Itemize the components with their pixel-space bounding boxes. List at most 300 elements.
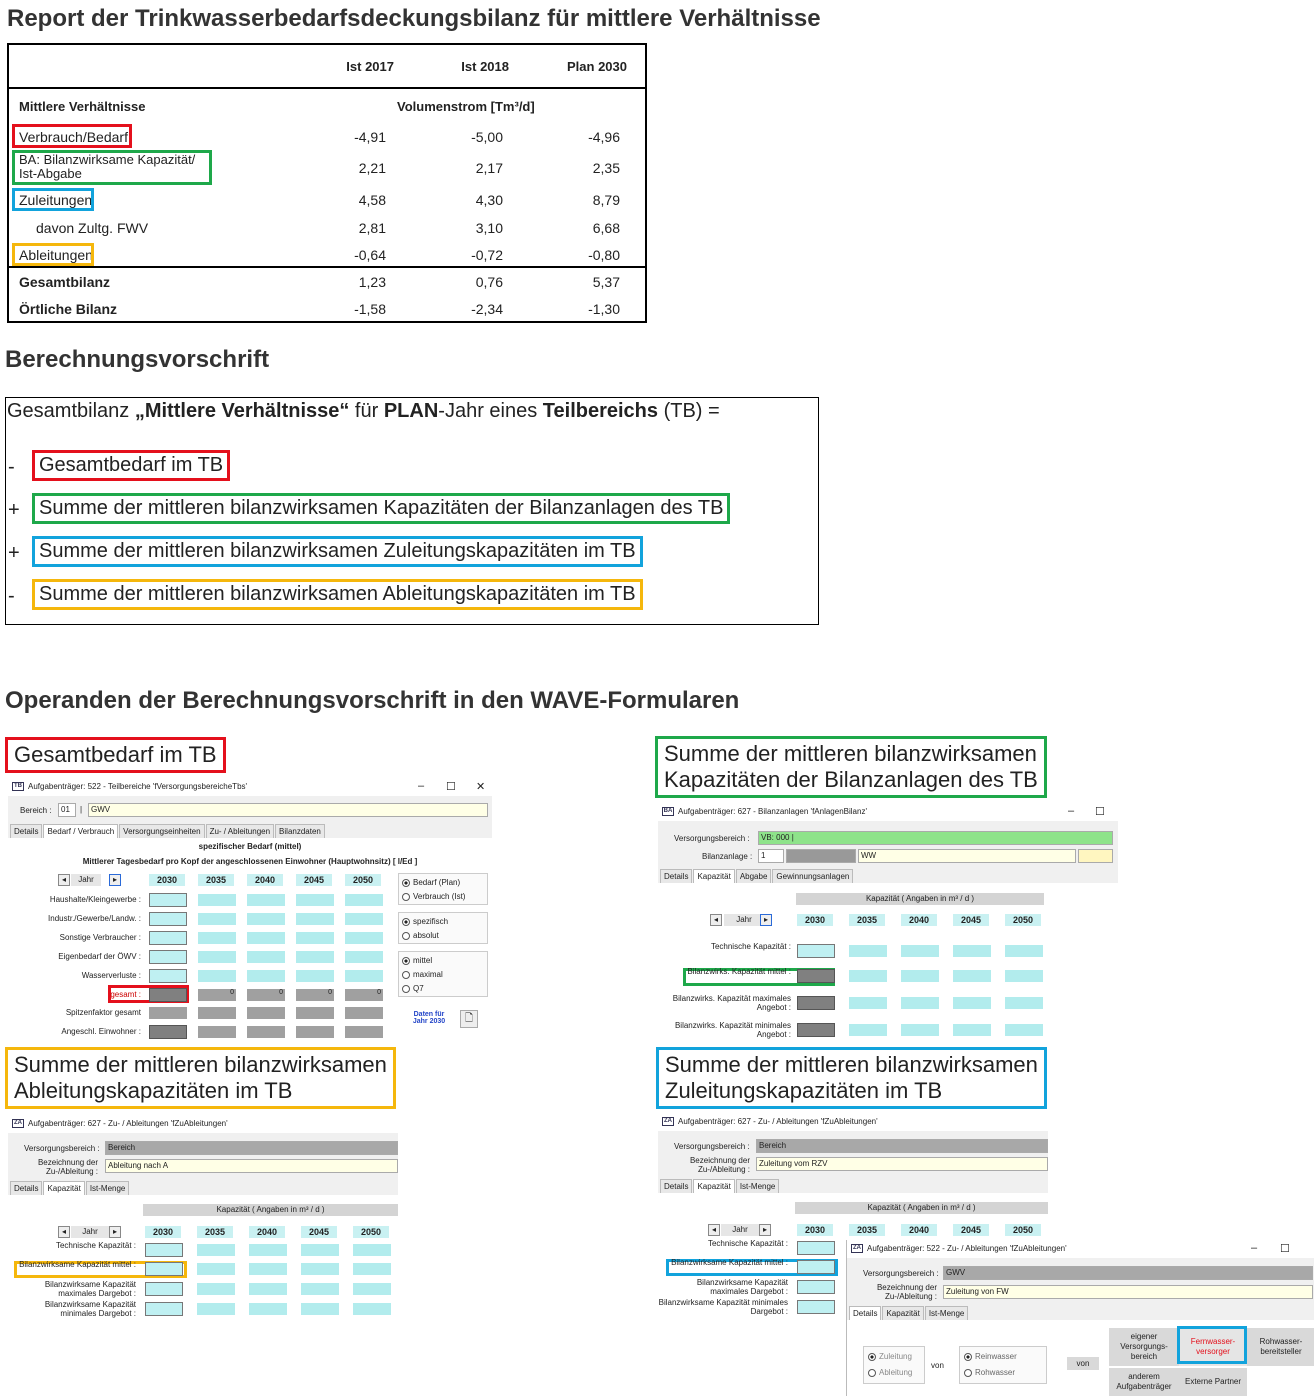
- cell-gesamt: [149, 988, 187, 1002]
- row-label: Wasserverluste :: [81, 971, 141, 980]
- field-label: Bezeichnung der Zu-/Ableitung :: [689, 1156, 750, 1174]
- radio-spezifisch[interactable]: [402, 917, 448, 926]
- report-table: [7, 43, 647, 323]
- input-cell[interactable]: [149, 950, 187, 964]
- row-label: BA: Bilanzwirksame Kapazität/: [19, 152, 196, 167]
- tab-bar: [10, 1181, 130, 1195]
- za-app-icon: ZA: [14, 1120, 22, 1127]
- row-label: Bilanzwirksame Kapazität minimales Dargebot :: [658, 1298, 788, 1316]
- field-label: Bilanzanlage :: [702, 852, 753, 861]
- formula-heading: [7, 400, 720, 423]
- input-cell[interactable]: [345, 951, 383, 963]
- cell: 4,30: [475, 192, 503, 208]
- input-cell[interactable]: [953, 970, 991, 982]
- row-label: Angeschl. Einwohner :: [61, 1027, 141, 1036]
- row-label: davon Zultg. FWV: [36, 220, 149, 236]
- formula-text: -Jahr eines: [438, 400, 543, 422]
- input-cell[interactable]: [797, 1241, 835, 1255]
- row-label: Spitzenfaktor gesamt: [65, 1008, 141, 1017]
- window-title: Aufgabenträger: 627 - Bilanzanlagen 'fAnlagenBilanz': [678, 807, 867, 816]
- cell: -1,58: [354, 301, 386, 317]
- caption-inflow: [656, 1047, 1047, 1109]
- window-title: Aufgabenträger: 627 - Zu- / Ableitungen 'fZuAbleitungen': [678, 1117, 878, 1126]
- row-label: Ist-Abgabe: [19, 166, 82, 181]
- input-cell[interactable]: [901, 1024, 939, 1036]
- tab-abgabe[interactable]: Abgabe: [736, 869, 772, 883]
- cell: -0,64: [354, 247, 386, 263]
- col-header: Ist 2017: [346, 59, 394, 74]
- bilanzanlage-field[interactable]: WW: [858, 849, 1076, 863]
- radio-maximal[interactable]: [402, 970, 443, 979]
- fernwasserversorger-button[interactable]: Fernwasser-versorger: [1179, 1328, 1247, 1366]
- tb-app-icon: TB: [14, 783, 22, 790]
- input-cell[interactable]: [197, 1244, 235, 1256]
- input-cell[interactable]: [353, 1263, 391, 1275]
- radio-label: absolut: [413, 931, 439, 940]
- radio-ableitung[interactable]: [868, 1368, 912, 1377]
- year-label: Jahr: [721, 1224, 759, 1236]
- tab-bar: [10, 824, 326, 838]
- row-label: gesamt :: [110, 990, 141, 999]
- row-label: Haushalte/Kleingewerbe :: [49, 895, 141, 904]
- cell: 0,76: [475, 274, 503, 290]
- bezeichnung-field[interactable]: Zuleitung von FW: [943, 1285, 1313, 1299]
- cell: 2,17: [475, 160, 503, 176]
- tab-gewinnungsanlagen[interactable]: Gewinnungsanlagen: [772, 869, 853, 883]
- minimize-icon[interactable]: –: [418, 780, 425, 792]
- row-label: Sonstige Verbraucher :: [59, 933, 141, 942]
- radio-label: mittel: [413, 956, 433, 965]
- cell-spitzenfaktor: [296, 1007, 334, 1019]
- radio-q7[interactable]: [402, 984, 424, 993]
- minimize-icon[interactable]: –: [1068, 805, 1075, 817]
- caption-line: Summe der mittleren bilanzwirksamen: [665, 1052, 1038, 1077]
- input-cell[interactable]: [296, 970, 334, 982]
- prev-year-button[interactable]: ◂: [58, 1226, 70, 1238]
- year-header[interactable]: 2035: [849, 914, 885, 926]
- cell-spitzenfaktor: [345, 1007, 383, 1019]
- formula-text: „Mittlere Verhältnisse“: [134, 400, 350, 422]
- panel-heading: spezifischer Bedarf (mittel): [198, 842, 302, 851]
- title-bar: [847, 1240, 1314, 1258]
- row-label: Örtliche Bilanz: [19, 301, 118, 317]
- divider: [9, 266, 645, 268]
- cell-gesamt: 0: [198, 989, 236, 1001]
- eigener-versorgungsbereich-button[interactable]: eigener Versorgungs-bereich: [1109, 1328, 1179, 1366]
- cell: 4,58: [358, 192, 386, 208]
- year-header[interactable]: 2050: [1005, 914, 1041, 926]
- input-cell: [797, 996, 835, 1010]
- input-cell[interactable]: [797, 1280, 835, 1294]
- tab-bar: [660, 1179, 780, 1193]
- operator: +: [8, 542, 20, 564]
- input-cell[interactable]: [247, 894, 285, 906]
- prev-year-button[interactable]: ◂: [708, 1224, 720, 1236]
- input-cell[interactable]: [249, 1303, 287, 1315]
- window-teilbereiche: [8, 778, 492, 1040]
- tab-details[interactable]: Details: [10, 1181, 42, 1195]
- next-year-button[interactable]: ▸: [759, 1224, 771, 1236]
- year-header[interactable]: 2035: [198, 874, 234, 886]
- formula-item-capacity: Summe der mittleren bilanzwirksamen Kapazitäten der Bilanzanlagen des TB: [32, 493, 730, 524]
- versorgungsbereich-field[interactable]: Bereich: [105, 1141, 398, 1155]
- tab-zu-ableitungen[interactable]: Zu- / Ableitungen: [206, 824, 274, 838]
- report-title: Report der Trinkwasserbedarfsdeckungsbilanz für mittlere Verhältnisse: [7, 5, 821, 32]
- cell: -4,96: [588, 129, 620, 145]
- cell: 8,79: [592, 192, 620, 208]
- row-label: Bilanzwirksame Kapazität minimales Dargebot :: [44, 1300, 136, 1318]
- cell-gesamt: 0: [345, 989, 383, 1001]
- tab-details[interactable]: Details: [10, 824, 42, 838]
- input-cell[interactable]: [149, 969, 187, 983]
- input-cell[interactable]: [901, 997, 939, 1009]
- radio-label: maximal: [413, 970, 443, 979]
- row-label: Gesamtbilanz: [19, 274, 111, 290]
- operands-title: Operanden der Berechnungsvorschrift in den WAVE-Formularen: [5, 687, 740, 714]
- year-header[interactable]: 2050: [345, 874, 381, 886]
- daten-label: Daten für Jahr 2030: [412, 1011, 446, 1025]
- document-icon[interactable]: 🗋: [460, 1010, 478, 1028]
- input-cell[interactable]: [797, 1260, 835, 1274]
- von-button[interactable]: von: [1067, 1357, 1099, 1370]
- input-cell: [797, 1023, 835, 1037]
- formula-text: Teilbereichs: [542, 400, 659, 422]
- radio-zuleitung[interactable]: [868, 1352, 912, 1361]
- cell: -1,30: [588, 301, 620, 317]
- window-zuleitung-fw: [846, 1240, 1314, 1396]
- radio-label: Verbrauch (Ist): [413, 892, 466, 901]
- input-cell[interactable]: [849, 997, 887, 1009]
- input-cell[interactable]: [249, 1244, 287, 1256]
- input-cell[interactable]: [145, 1302, 183, 1316]
- externe-partner-button[interactable]: Externe Partner: [1179, 1368, 1247, 1396]
- input-cell[interactable]: [247, 970, 285, 982]
- row-label: Bilanzwirksame Kapazität mittel :: [19, 1260, 136, 1269]
- bilanzanlage-extra-field[interactable]: [1078, 849, 1113, 863]
- maximize-icon[interactable]: ☐: [1280, 1243, 1290, 1255]
- cell-gesamt: 0: [247, 989, 285, 1001]
- tab-ist-menge[interactable]: Ist-Menge: [86, 1181, 130, 1195]
- row-label: Ableitungen: [19, 247, 93, 263]
- next-year-button[interactable]: ▸: [760, 914, 772, 926]
- input-cell[interactable]: [198, 913, 236, 925]
- radio-label: Zuleitung: [879, 1352, 912, 1361]
- radio-label: Ableitung: [879, 1368, 913, 1377]
- tab-ist-menge[interactable]: Ist-Menge: [736, 1179, 780, 1193]
- year-header[interactable]: 2035: [197, 1226, 233, 1238]
- input-cell[interactable]: [353, 1244, 391, 1256]
- input-cell[interactable]: [145, 1262, 183, 1276]
- year-label: Jahr: [71, 874, 101, 886]
- year-header[interactable]: 2050: [1005, 1224, 1041, 1236]
- input-cell[interactable]: [149, 893, 187, 907]
- year-header[interactable]: 2040: [901, 914, 937, 926]
- radio-label: Rohwasser: [975, 1368, 1016, 1377]
- input-cell[interactable]: [149, 912, 187, 926]
- row-label: Industr./Gewerbe/Landw. :: [48, 914, 141, 923]
- cell: -4,91: [354, 129, 386, 145]
- formula-item-inflow: Summe der mittleren bilanzwirksamen Zuleitungskapazitäten im TB: [32, 536, 643, 567]
- input-cell[interactable]: [198, 894, 236, 906]
- tab-panel: [658, 883, 1118, 1040]
- input-cell[interactable]: [247, 913, 285, 925]
- year-header[interactable]: 2050: [353, 1226, 389, 1238]
- cell-spitzenfaktor: [149, 1007, 187, 1019]
- prev-year-button[interactable]: ◂: [58, 874, 70, 886]
- separator: |: [80, 805, 83, 814]
- tab-kapazitaet[interactable]: Kapazität: [882, 1306, 923, 1320]
- cell-einwohner: [345, 1026, 383, 1038]
- input-cell[interactable]: [198, 951, 236, 963]
- panel-subheading: Mittlerer Tagesbedarf pro Kopf der angeschlossenen Einwohner (Hauptwohnsitz) [ l/Ed ]: [82, 857, 418, 866]
- year-header[interactable]: 2030: [149, 874, 185, 886]
- input-cell[interactable]: [849, 970, 887, 982]
- bereich-nr-field[interactable]: 01: [58, 803, 76, 817]
- cell: 3,10: [475, 220, 503, 236]
- tab-ist-menge[interactable]: Ist-Menge: [925, 1306, 969, 1320]
- tab-details[interactable]: Details: [849, 1306, 881, 1320]
- input-cell[interactable]: [1005, 997, 1043, 1009]
- input-cell[interactable]: [345, 932, 383, 944]
- window-bilanzanlagen: [658, 803, 1118, 1040]
- bereich-field[interactable]: GWV: [88, 803, 488, 817]
- window-title: Aufgabenträger: 522 - Zu- / Ableitungen 'fZuAbleitungen': [867, 1244, 1067, 1253]
- field-label: Versorgungsbereich :: [24, 1144, 100, 1153]
- radio-label: Bedarf (Plan): [413, 878, 461, 887]
- cell: 6,68: [592, 220, 620, 236]
- year-header[interactable]: 2045: [953, 914, 989, 926]
- cell-einwohner: [198, 1026, 236, 1038]
- anderem-aufgabentraeger-button[interactable]: anderem Aufgabenträger: [1109, 1368, 1179, 1396]
- prev-year-button[interactable]: ◂: [710, 914, 722, 926]
- versorgungsbereich-field[interactable]: Bereich: [756, 1139, 1048, 1153]
- rohwasserbereitsteller-button[interactable]: Rohwasser-bereitsteller: [1247, 1328, 1314, 1366]
- za-app-icon: ZA: [853, 1245, 861, 1252]
- tab-details[interactable]: Details: [660, 869, 692, 883]
- close-icon[interactable]: ✕: [476, 781, 486, 793]
- tab-kapazitaet[interactable]: Kapazität: [43, 1181, 84, 1195]
- field-label: Bezeichnung der Zu-/Ableitung :: [37, 1158, 98, 1176]
- input-cell[interactable]: [1005, 970, 1043, 982]
- tab-bar: [660, 869, 854, 883]
- cell-spitzenfaktor: [198, 1007, 236, 1019]
- bezeichnung-field[interactable]: Zuleitung vom RZV: [756, 1157, 1048, 1171]
- section-label: Mittlere Verhältnisse: [19, 99, 146, 114]
- year-header[interactable]: 2045: [953, 1224, 989, 1236]
- year-label: Jahr: [71, 1226, 109, 1238]
- input-cell[interactable]: [345, 970, 383, 982]
- tab-kapazitaet[interactable]: Kapazität: [693, 1179, 734, 1193]
- highlight-blue: [12, 188, 94, 211]
- za-app-icon: ZA: [664, 1118, 672, 1125]
- caption-line: Summe der mittleren bilanzwirksamen: [664, 741, 1037, 766]
- operator: -: [8, 456, 15, 478]
- cell-einwohner: [296, 1026, 334, 1038]
- input-cell[interactable]: [901, 970, 939, 982]
- year-header[interactable]: 2030: [145, 1226, 181, 1238]
- field-label: Versorgungsbereich :: [674, 834, 750, 843]
- year-label: Jahr: [724, 914, 764, 926]
- input-cell[interactable]: [197, 1283, 235, 1295]
- caption-outflow: [5, 1047, 396, 1109]
- input-cell[interactable]: [198, 932, 236, 944]
- caption-demand: Gesamtbedarf im TB: [5, 737, 226, 773]
- input-cell[interactable]: [301, 1303, 339, 1315]
- year-header[interactable]: 2045: [301, 1226, 337, 1238]
- input-cell[interactable]: [247, 932, 285, 944]
- row-label: Technische Kapazität :: [55, 1241, 136, 1250]
- report-header-row: [9, 59, 645, 89]
- year-header[interactable]: 2030: [797, 1224, 833, 1236]
- formula-text: Gesamtbilanz: [7, 400, 135, 422]
- row-label: Eigenbedarf der ÖWV :: [58, 952, 141, 961]
- window-title: Aufgabenträger: 627 - Zu- / Ableitungen 'fZuAbleitungen': [28, 1119, 228, 1128]
- bezeichnung-field[interactable]: Ableitung nach A: [105, 1159, 398, 1173]
- year-header[interactable]: 2030: [797, 914, 833, 926]
- year-header[interactable]: 2040: [901, 1224, 937, 1236]
- capacity-header: Kapazität ( Angaben in m³ / d ): [795, 1202, 1048, 1214]
- radio-mittel[interactable]: [402, 956, 432, 965]
- cell: 2,81: [358, 220, 386, 236]
- input-cell[interactable]: [953, 1024, 991, 1036]
- highlight-green: [12, 150, 212, 185]
- input-cell[interactable]: [849, 1024, 887, 1036]
- cell: 5,37: [592, 274, 620, 290]
- input-cell[interactable]: [953, 945, 991, 957]
- capacity-header: Kapazität ( Angaben in m³ / d ): [143, 1204, 398, 1216]
- rule-title: Berechnungsvorschrift: [5, 346, 270, 373]
- tab-details[interactable]: Details: [660, 1179, 692, 1193]
- maximize-icon[interactable]: ☐: [446, 781, 456, 793]
- field-label: Versorgungsbereich :: [863, 1269, 939, 1278]
- input-cell[interactable]: [353, 1283, 391, 1295]
- input-cell[interactable]: [1005, 1024, 1043, 1036]
- input-cell[interactable]: [145, 1282, 183, 1296]
- input-cell[interactable]: [1005, 945, 1043, 957]
- year-header[interactable]: 2040: [249, 1226, 285, 1238]
- radio-verbrauch[interactable]: [402, 892, 465, 901]
- caption-line: Zuleitungskapazitäten im TB: [665, 1078, 943, 1103]
- input-cell[interactable]: [797, 1300, 835, 1314]
- cell: -5,00: [471, 129, 503, 145]
- cell: 2,21: [358, 160, 386, 176]
- caption-line: Summe der mittleren bilanzwirksamen: [14, 1052, 387, 1077]
- input-cell[interactable]: [197, 1263, 235, 1275]
- tab-versorgungseinheiten[interactable]: Versorgungseinheiten: [119, 824, 204, 838]
- caption-capacity: [655, 736, 1047, 798]
- maximize-icon[interactable]: ☐: [1095, 806, 1105, 818]
- versorgungsbereich-field[interactable]: GWV: [943, 1266, 1313, 1280]
- cell-gesamt: 0: [296, 989, 334, 1001]
- next-year-button[interactable]: ▸: [109, 1226, 121, 1238]
- tab-bilanzdaten[interactable]: Bilanzdaten: [275, 824, 325, 838]
- formula-item-demand: Gesamtbedarf im TB: [32, 450, 230, 481]
- radio-bedarf[interactable]: [402, 878, 460, 887]
- formula-text: (TB) =: [658, 400, 720, 422]
- radio-label: Reinwasser: [975, 1352, 1017, 1361]
- cell: 2,35: [592, 160, 620, 176]
- operator: +: [8, 499, 20, 521]
- input-cell[interactable]: [301, 1263, 339, 1275]
- radio-absolut[interactable]: [402, 931, 439, 940]
- versorgungsbereich-field[interactable]: VB: 000 |: [758, 831, 1113, 845]
- radio-label: spezifisch: [413, 917, 449, 926]
- highlight-blue: [1177, 1326, 1247, 1364]
- input-cell[interactable]: [247, 951, 285, 963]
- input-cell[interactable]: [197, 1303, 235, 1315]
- capacity-header: Kapazität ( Angaben in m³ / d ): [796, 893, 1044, 905]
- unit-label: Volumenstrom [Tm³/d]: [397, 99, 535, 114]
- row-label: Bilanzwirksame Kapazität mittel :: [671, 1258, 788, 1267]
- ba-app-icon: BA: [663, 808, 673, 815]
- radio-label: Q7: [413, 984, 424, 993]
- row-label: Bilanzwirks. Kapazität minimales Angebot :: [674, 1021, 791, 1039]
- cell-einwohner: [149, 1025, 187, 1039]
- input-cell[interactable]: [296, 932, 334, 944]
- input-cell[interactable]: [249, 1283, 287, 1295]
- input-cell[interactable]: [953, 997, 991, 1009]
- input-cell[interactable]: [901, 945, 939, 957]
- input-cell[interactable]: [296, 913, 334, 925]
- tab-bar: [849, 1306, 969, 1320]
- caption-line: Ableitungskapazitäten im TB: [14, 1078, 293, 1103]
- input-cell[interactable]: [353, 1303, 391, 1315]
- minimize-icon[interactable]: –: [1251, 1242, 1258, 1254]
- year-header[interactable]: 2040: [247, 874, 283, 886]
- input-cell[interactable]: [345, 913, 383, 925]
- year-header[interactable]: 2045: [296, 874, 332, 886]
- year-header[interactable]: 2035: [849, 1224, 885, 1236]
- input-cell[interactable]: [345, 894, 383, 906]
- formula-text: PLAN: [383, 400, 439, 422]
- next-year-button[interactable]: ▸: [109, 874, 121, 886]
- field-label: Bereich :: [20, 806, 52, 815]
- input-cell[interactable]: [797, 944, 835, 958]
- bilanzanlage-code-field: [786, 849, 856, 863]
- tab-bedarf[interactable]: Bedarf / Verbrauch: [43, 824, 118, 838]
- row-label: Zuleitungen: [19, 192, 93, 208]
- input-cell[interactable]: [296, 894, 334, 906]
- formula-box: [5, 397, 819, 625]
- title-bar: [658, 803, 1118, 821]
- input-cell[interactable]: [849, 945, 887, 957]
- row-label: Technische Kapazität :: [707, 1239, 788, 1248]
- von-label: von: [931, 1361, 944, 1370]
- cell: -0,80: [588, 247, 620, 263]
- tab-kapazitaet[interactable]: Kapazität: [693, 869, 734, 883]
- window-ableitungen: [8, 1115, 398, 1321]
- row-label: Technische Kapazität :: [710, 942, 791, 951]
- cell-einwohner: [247, 1026, 285, 1038]
- input-cell[interactable]: [249, 1263, 287, 1275]
- input-cell: [797, 969, 835, 983]
- cell-spitzenfaktor: [247, 1007, 285, 1019]
- input-cell[interactable]: [301, 1283, 339, 1295]
- cell: -2,34: [471, 301, 503, 317]
- caption-line: Kapazitäten der Bilanzanlagen des TB: [664, 767, 1038, 792]
- field-label: Bezeichnung der Zu-/Ableitung :: [876, 1283, 937, 1301]
- input-cell[interactable]: [145, 1243, 183, 1257]
- col-header: Ist 2018: [461, 59, 509, 74]
- row-label: Bilanzwirks. Kapazität mittel :: [687, 967, 791, 976]
- input-cell[interactable]: [296, 951, 334, 963]
- input-cell[interactable]: [301, 1244, 339, 1256]
- input-cell[interactable]: [198, 970, 236, 982]
- bilanzanlage-nr-field[interactable]: 1: [758, 849, 784, 863]
- radio-reinwasser[interactable]: [964, 1352, 1017, 1361]
- radio-rohwasser[interactable]: [964, 1368, 1015, 1377]
- input-cell[interactable]: [149, 931, 187, 945]
